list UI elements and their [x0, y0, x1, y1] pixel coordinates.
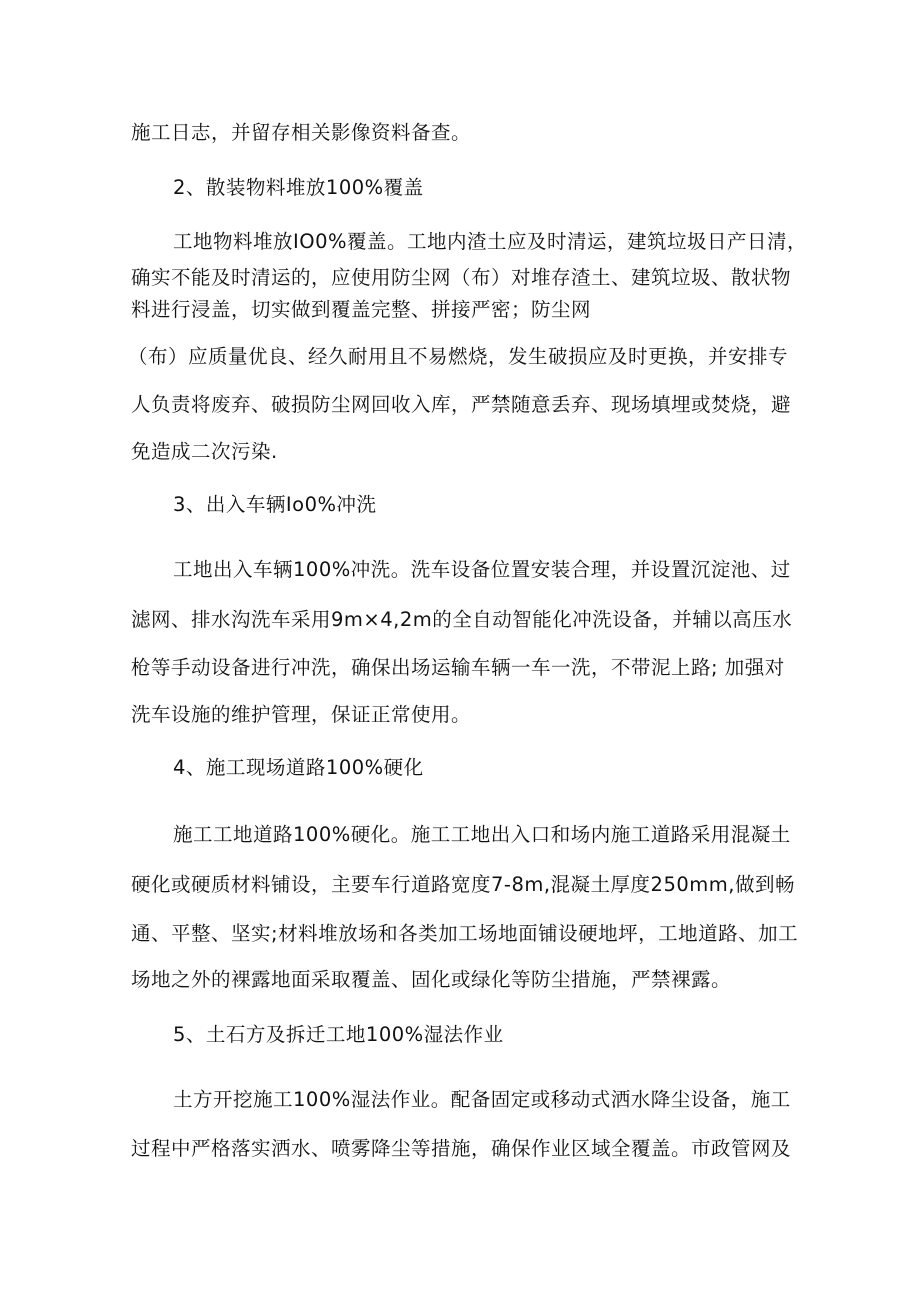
section-heading-3: 3、出入车辆Io0%冲洗 [173, 493, 377, 516]
paragraph-line: 滤网、排水沟洗车采用9m×4,2m的全自动智能化冲洗设备，并辅以高压水 [131, 608, 793, 631]
paragraph-line: 场地之外的裸露地面采取覆盖、固化或绿化等防尘措施，严禁裸露。 [131, 968, 732, 991]
section-heading-5: 5、土石方及拆迁工地100%湿法作业 [173, 1023, 504, 1046]
paragraph-line: 免造成二次污染. [131, 440, 278, 463]
paragraph-line: 洗车设施的维护管理，保证正常使用。 [131, 703, 472, 726]
section-heading-4: 4、施工现场道路100%硬化 [173, 756, 424, 779]
paragraph-line: 料进行浸盖，切实做到覆盖完整、拼接严密；防尘网 [131, 298, 592, 321]
paragraph-line: 枪等手动设备进行冲洗，确保出场运输车辆一车一洗，不带泥上路; 加强对 [131, 656, 785, 679]
paragraph-line: （布）应质量优良、经久耐用且不易燃烧，发生破损应及时更换，并安排专 [128, 345, 789, 368]
paragraph-line: 工地出入车辆100%冲洗。洗车设备位置安装合理，并设置沉淀池、过 [173, 558, 791, 581]
paragraph-line: 人负责将废弃、破损防尘网回收入库，严禁随意丢弃、现场填埋或焚烧，避 [131, 393, 792, 416]
paragraph-line: 施工日志，并留存相关影像资料备查。 [131, 121, 472, 144]
paragraph-line: 土方开挖施工100%湿法作业。配备固定或移动式洒水降尘设备，施工 [173, 1088, 791, 1111]
paragraph-line: 确实不能及时清运的，应使用防尘网（布）对堆存渣土、建筑垃圾、散状物 [131, 266, 792, 289]
paragraph-line: 通、平整、坚实;材料堆放场和各类加工场地面铺设硬地坪，工地道路、加工 [131, 922, 799, 945]
section-heading-2: 2、散装物料堆放100%覆盖 [173, 176, 424, 199]
paragraph-line: 施工工地道路100%硬化。施工工地出入口和场内施工道路采用混凝土 [173, 823, 791, 846]
paragraph-line: 硬化或硬质材料铺设，主要车行道路宽度7-8m,混凝土厚度250mm,做到畅 [131, 873, 795, 896]
paragraph-line: 工地物料堆放IO0%覆盖。工地内渣土应及时清运，建筑垃圾日产日清， [173, 230, 808, 253]
paragraph-line: 过程中严格落实洒水、喷雾降尘等措施，确保作业区域全覆盖。市政管网及 [131, 1137, 792, 1160]
